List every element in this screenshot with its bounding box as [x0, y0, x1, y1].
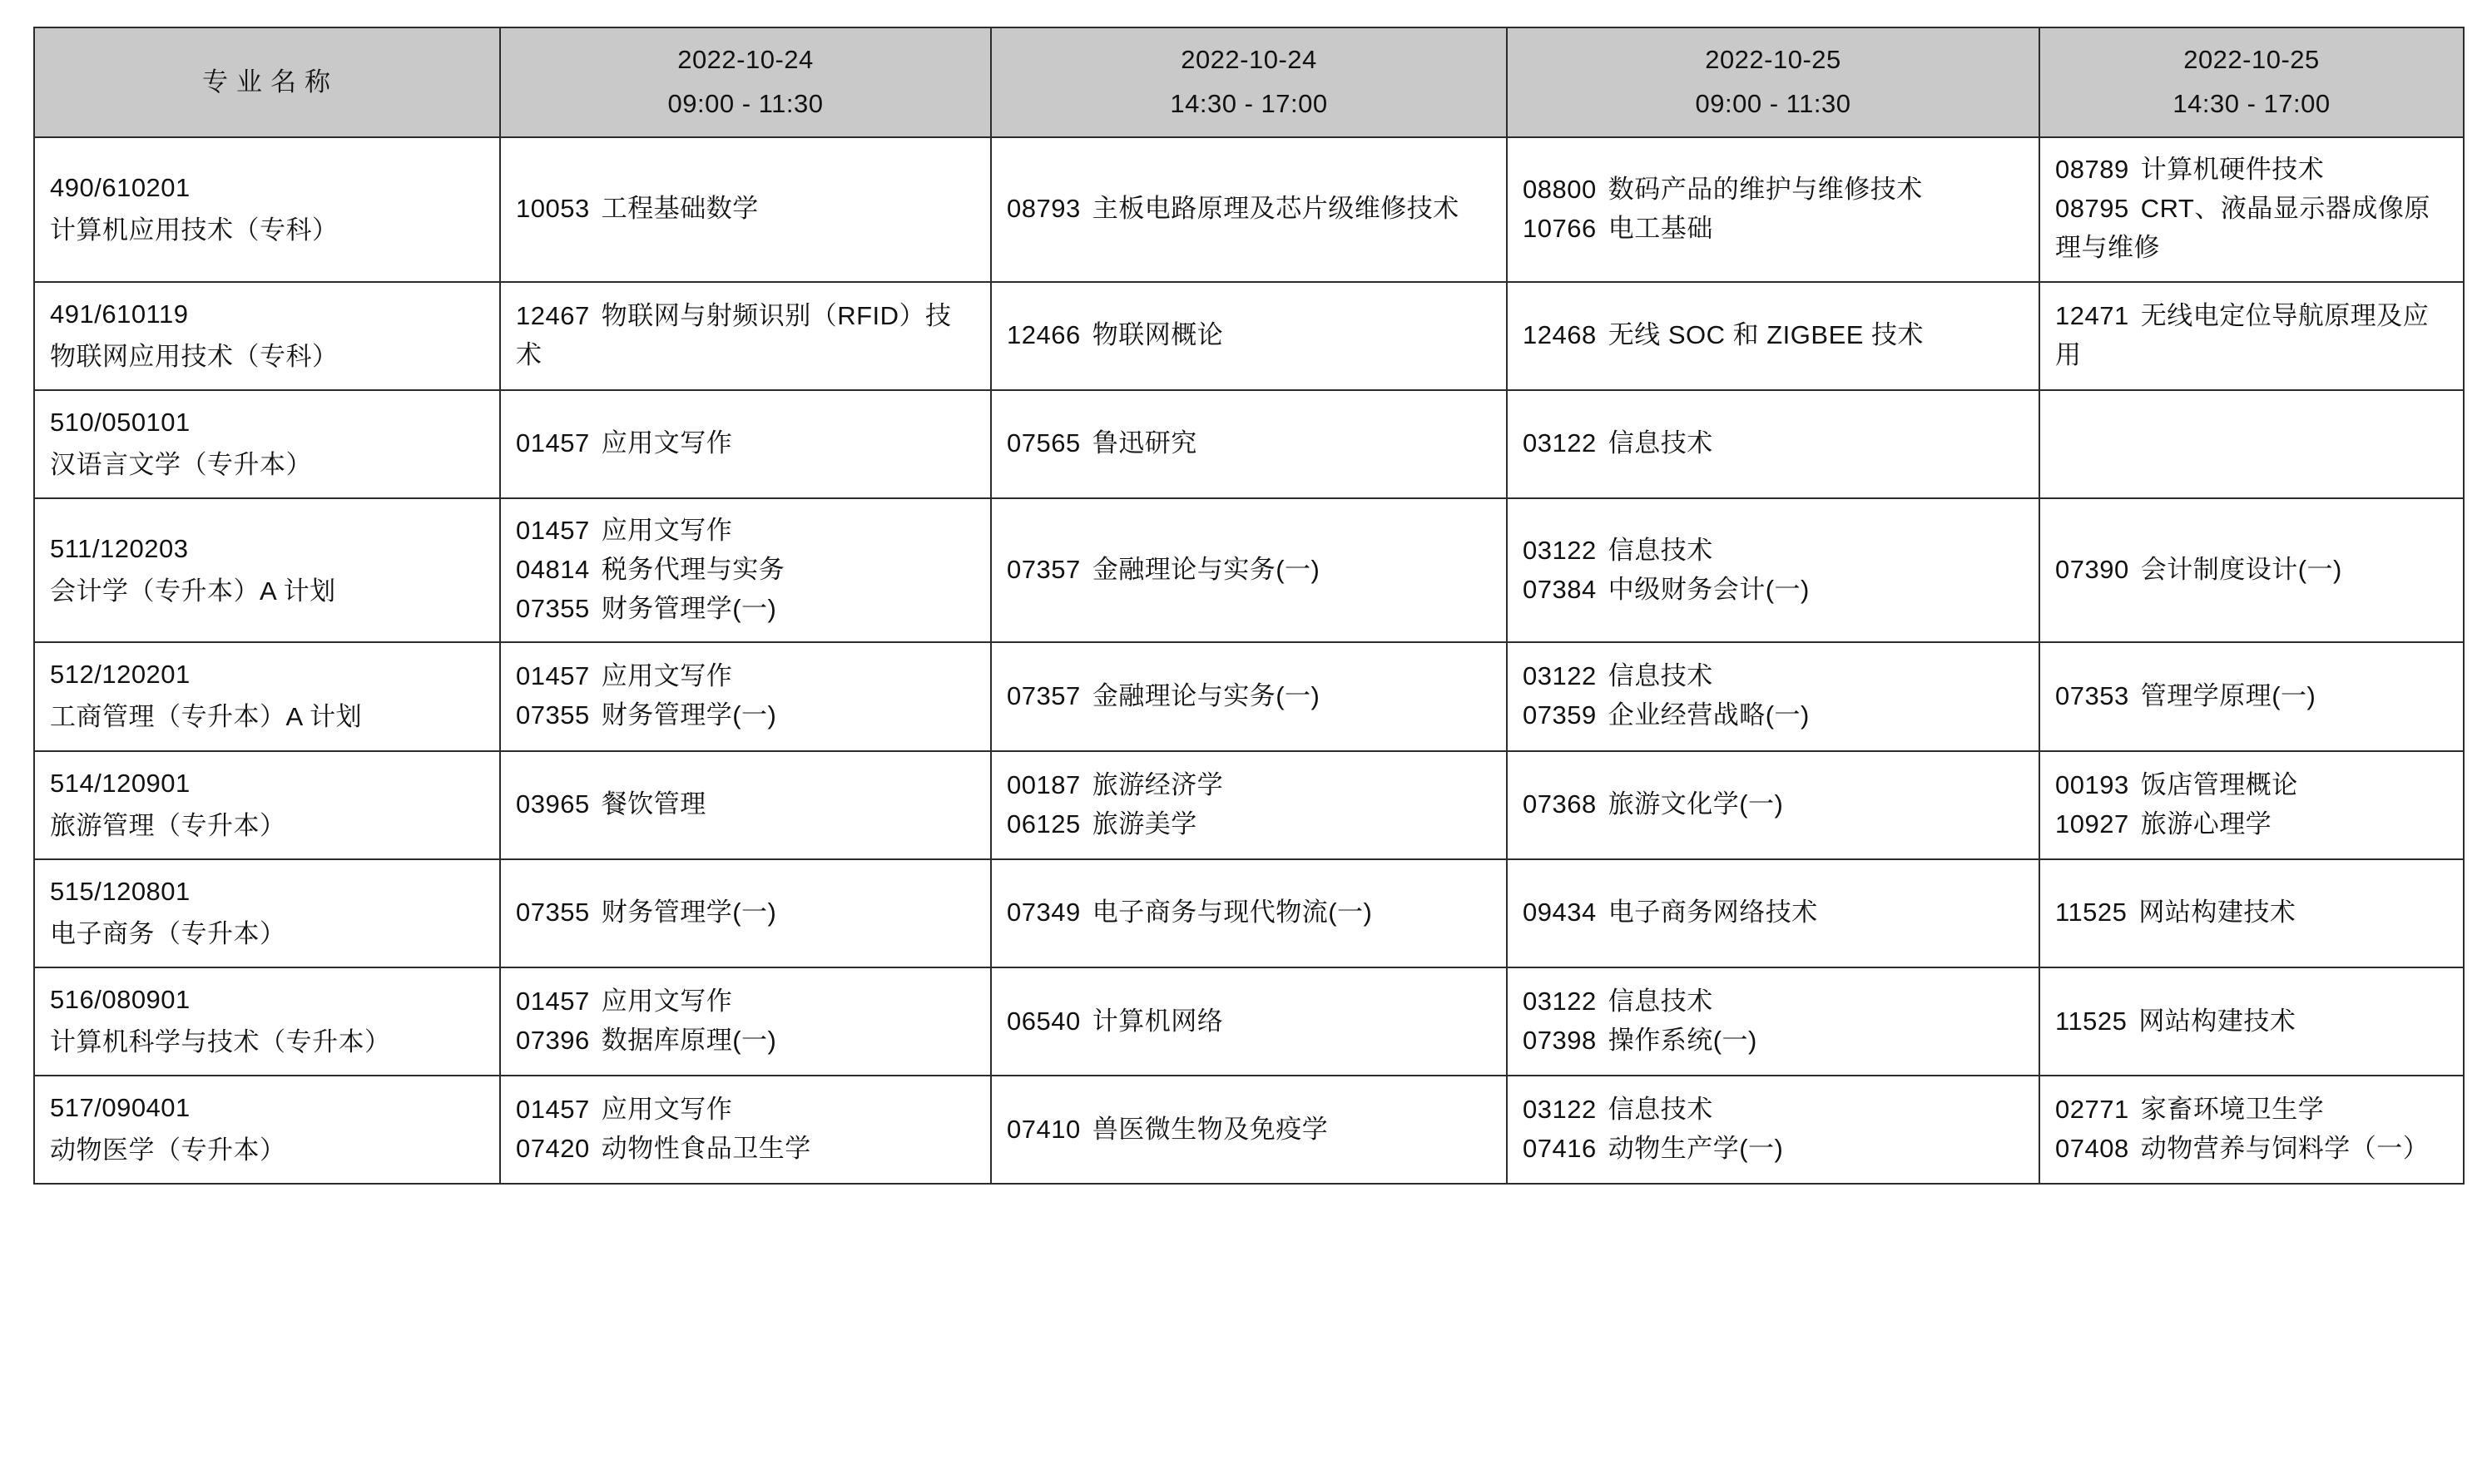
exam-entry	[1523, 209, 2024, 248]
exam-cell	[2039, 967, 2464, 1076]
exam-title: 兽医微生物及免疫学	[1092, 1114, 1329, 1144]
exam-entry	[1007, 315, 1491, 354]
major-cell	[34, 859, 500, 967]
exam-entry	[1523, 315, 2024, 354]
exam-code: 11525	[2055, 1006, 2128, 1036]
exam-cell	[500, 1076, 991, 1184]
exam-title: 物联网概论	[1092, 320, 1224, 350]
exam-title: 税务代理与实务	[601, 555, 785, 585]
exam-code: 07384	[1523, 574, 1597, 604]
exam-code: 07357	[1007, 555, 1081, 585]
exam-code: 08793	[1007, 194, 1081, 224]
exam-code: 10053	[516, 194, 590, 224]
exam-code: 07420	[516, 1134, 590, 1164]
major-name: 工商管理（专升本）A 计划	[50, 702, 363, 732]
exam-code: 07359	[1523, 700, 1597, 730]
exam-title: 应用文写作	[601, 428, 733, 458]
exam-code: 08789	[2055, 155, 2129, 185]
exam-title: 饭店管理概论	[2140, 769, 2298, 799]
exam-title: 无线电定位导航原理及应用	[2055, 300, 2430, 369]
exam-code: 00187	[1007, 769, 1081, 799]
column-header-session-4	[2039, 27, 2464, 137]
exam-code: 07390	[2055, 555, 2129, 585]
exam-entry	[1007, 893, 1491, 932]
exam-entry	[1007, 676, 1491, 715]
exam-title: 中级财务会计(一)	[1608, 574, 1810, 604]
exam-entry	[1523, 1129, 2024, 1168]
column-header-time-4: 14:30 - 17:00	[2172, 89, 2331, 119]
exam-code: 03122	[1523, 986, 1597, 1016]
exam-code: 01457	[516, 1095, 590, 1125]
major-name: 计算机科学与技术（专升本）	[50, 1027, 391, 1057]
exam-code: 07355	[516, 594, 590, 624]
exam-cell	[2039, 751, 2464, 859]
header-row	[34, 27, 2464, 137]
exam-title: 信息技术	[1608, 661, 1713, 691]
exam-entry	[516, 695, 975, 735]
exam-title: 数码产品的维护与维修技术	[1608, 174, 1923, 204]
table-header	[34, 27, 2464, 137]
major-cell	[34, 967, 500, 1076]
exam-code: 01457	[516, 661, 590, 691]
major-cell	[34, 642, 500, 750]
exam-entry	[516, 550, 975, 589]
exam-title: 管理学原理(一)	[2140, 680, 2316, 710]
major-name: 计算机应用技术（专科）	[50, 215, 339, 245]
exam-title: 应用文写作	[601, 1095, 733, 1125]
exam-title: 旅游经济学	[1092, 769, 1224, 799]
exam-entry	[1007, 765, 1491, 804]
exam-cell-empty	[2039, 390, 2464, 498]
major-name: 旅游管理（专升本）	[50, 810, 286, 840]
exam-title: 财务管理学(一)	[601, 898, 777, 928]
exam-entry	[1523, 695, 2024, 735]
column-header-date-4: 2022-10-25	[2183, 45, 2320, 74]
exam-title: 无线 SOC 和 ZIGBEE 技术	[1608, 320, 1925, 350]
exam-cell	[1507, 751, 2039, 859]
exam-title: 电子商务与现代物流(一)	[1092, 898, 1373, 928]
exam-schedule-table	[33, 27, 2465, 1185]
table-row	[34, 282, 2464, 390]
exam-title: 旅游心理学	[2140, 809, 2272, 838]
exam-cell	[991, 1076, 1507, 1184]
column-header-session-1	[500, 27, 991, 137]
exam-code: 07565	[1007, 428, 1081, 458]
exam-title: 物联网与射频识别（RFID）技术	[516, 300, 952, 369]
column-header-session-2	[991, 27, 1507, 137]
exam-entry	[1523, 423, 2024, 463]
exam-title: 数据库原理(一)	[601, 1026, 777, 1056]
exam-code: 01457	[516, 986, 590, 1016]
exam-code: 12468	[1523, 320, 1597, 350]
exam-code: 00193	[2055, 769, 2129, 799]
exam-entry	[1007, 550, 1491, 589]
exam-code: 03122	[1523, 535, 1597, 565]
major-code: 491/610119	[50, 299, 189, 329]
exam-cell	[500, 498, 991, 642]
exam-title: 财务管理学(一)	[601, 700, 777, 730]
column-header-time-2: 14:30 - 17:00	[1170, 89, 1328, 119]
exam-title: 应用文写作	[601, 515, 733, 545]
exam-title: 电工基础	[1608, 213, 1713, 243]
exam-cell	[991, 751, 1507, 859]
exam-title: 信息技术	[1608, 535, 1713, 565]
exam-entry	[2055, 189, 2448, 267]
exam-cell	[1507, 498, 2039, 642]
exam-title: 操作系统(一)	[1608, 1026, 1757, 1056]
exam-cell	[991, 859, 1507, 967]
table-row	[34, 137, 2464, 281]
column-header-date-1: 2022-10-24	[677, 45, 814, 74]
exam-title: 网站构建技术	[2138, 898, 2296, 928]
exam-code: 12466	[1007, 320, 1081, 350]
exam-code: 07355	[516, 700, 590, 730]
major-code: 490/610201	[50, 172, 191, 202]
major-cell	[34, 1076, 500, 1184]
exam-cell	[500, 859, 991, 967]
exam-code: 07349	[1007, 898, 1081, 928]
exam-code: 03965	[516, 789, 590, 819]
exam-code: 07416	[1523, 1134, 1597, 1164]
exam-entry	[516, 1021, 975, 1060]
exam-entry	[1523, 982, 2024, 1021]
major-cell	[34, 137, 500, 281]
exam-entry	[1007, 1110, 1491, 1149]
exam-entry	[1523, 531, 2024, 570]
exam-cell	[991, 498, 1507, 642]
exam-entry	[1523, 784, 2024, 824]
major-code: 514/120901	[50, 768, 191, 798]
exam-code: 09434	[1523, 898, 1597, 928]
exam-title: 主板电路原理及芯片级维修技术	[1092, 194, 1459, 224]
exam-code: 06540	[1007, 1006, 1081, 1036]
major-name: 会计学（专升本）A 计划	[50, 576, 336, 606]
exam-title: 计算机硬件技术	[2140, 155, 2325, 185]
exam-cell	[500, 390, 991, 498]
exam-cell	[991, 137, 1507, 281]
exam-entry	[516, 656, 975, 695]
exam-cell	[1507, 967, 2039, 1076]
exam-entry	[516, 1090, 975, 1129]
exam-title: 会计制度设计(一)	[2140, 555, 2342, 585]
table-row	[34, 498, 2464, 642]
exam-entry	[2055, 804, 2448, 843]
exam-code: 02771	[2055, 1095, 2129, 1125]
exam-cell	[2039, 642, 2464, 750]
exam-code: 01457	[516, 428, 590, 458]
major-code: 517/090401	[50, 1093, 191, 1123]
exam-cell	[500, 282, 991, 390]
column-header-major	[34, 27, 500, 137]
exam-cell	[1507, 1076, 2039, 1184]
exam-cell	[500, 137, 991, 281]
exam-entry	[516, 893, 975, 932]
exam-cell	[991, 967, 1507, 1076]
exam-entry	[1523, 893, 2024, 932]
exam-title: 网站构建技术	[2138, 1006, 2296, 1036]
table-body	[34, 137, 2464, 1184]
exam-cell	[500, 967, 991, 1076]
exam-code: 11525	[2055, 898, 2128, 928]
column-header-time-3: 09:00 - 11:30	[1695, 89, 1851, 119]
exam-title: 信息技术	[1608, 428, 1713, 458]
exam-entry	[516, 982, 975, 1021]
exam-title: 金融理论与实务(一)	[1092, 555, 1320, 585]
exam-entry	[1007, 189, 1491, 228]
exam-entry	[2055, 1002, 2448, 1041]
exam-cell	[1507, 642, 2039, 750]
exam-code: 07355	[516, 898, 590, 928]
exam-title: 动物性食品卫生学	[601, 1134, 811, 1164]
exam-cell	[1507, 859, 2039, 967]
exam-title: 计算机网络	[1092, 1006, 1224, 1036]
major-name: 物联网应用技术（专科）	[50, 341, 339, 371]
exam-code: 03122	[1523, 661, 1597, 691]
major-code: 516/080901	[50, 984, 191, 1014]
major-code: 512/120201	[50, 660, 191, 690]
table-row	[34, 1076, 2464, 1184]
exam-cell	[1507, 282, 2039, 390]
exam-entry	[1523, 170, 2024, 209]
exam-title: 电子商务网络技术	[1608, 898, 1818, 928]
table-row	[34, 390, 2464, 498]
exam-title: 应用文写作	[601, 986, 733, 1016]
exam-entry	[1007, 804, 1491, 843]
exam-code: 04814	[516, 555, 590, 585]
major-code: 510/050101	[50, 407, 191, 437]
exam-code: 07357	[1007, 680, 1081, 710]
exam-entry	[1523, 1090, 2024, 1129]
exam-entry	[1007, 1002, 1491, 1041]
exam-code: 07368	[1523, 789, 1597, 819]
exam-entry	[2055, 676, 2448, 715]
exam-code: 12471	[2055, 300, 2129, 330]
column-header-date-3: 2022-10-25	[1705, 45, 1841, 74]
exam-cell	[991, 642, 1507, 750]
exam-code: 08800	[1523, 174, 1597, 204]
exam-code: 03122	[1523, 1095, 1597, 1125]
exam-title: 财务管理学(一)	[601, 594, 777, 624]
exam-entry	[516, 511, 975, 550]
exam-cell	[2039, 498, 2464, 642]
exam-entry	[1523, 656, 2024, 695]
exam-entry	[1007, 423, 1491, 463]
major-cell	[34, 390, 500, 498]
major-cell	[34, 498, 500, 642]
exam-title: 动物生产学(一)	[1608, 1134, 1784, 1164]
table-row	[34, 859, 2464, 967]
exam-title: 企业经营战略(一)	[1608, 700, 1810, 730]
exam-title: 旅游美学	[1092, 809, 1197, 838]
exam-title: 信息技术	[1608, 986, 1713, 1016]
table-row	[34, 642, 2464, 750]
exam-code: 10766	[1523, 213, 1597, 243]
exam-title: 工程基础数学	[601, 194, 759, 224]
column-header-date-2: 2022-10-24	[1181, 45, 1317, 74]
exam-entry	[516, 784, 975, 824]
exam-entry	[2055, 765, 2448, 804]
exam-title: CRT、液晶显示器成像原理与维修	[2055, 194, 2430, 263]
exam-entry	[2055, 1129, 2448, 1168]
major-name: 汉语言文学（专升本）	[50, 449, 312, 479]
exam-code: 10927	[2055, 809, 2129, 838]
exam-cell	[2039, 1076, 2464, 1184]
column-header-major-line1: 专业名称	[202, 67, 339, 96]
exam-title: 动物营养与饲料学（一）	[2140, 1134, 2430, 1164]
exam-cell	[2039, 137, 2464, 281]
column-header-time-1: 09:00 - 11:30	[667, 89, 824, 119]
exam-cell	[2039, 859, 2464, 967]
exam-cell	[2039, 282, 2464, 390]
exam-code: 01457	[516, 515, 590, 545]
exam-entry	[516, 1129, 975, 1168]
exam-cell	[1507, 390, 2039, 498]
exam-title: 旅游文化学(一)	[1608, 789, 1784, 819]
exam-entry	[516, 189, 975, 228]
exam-entry	[1523, 570, 2024, 609]
major-code: 511/120203	[50, 533, 189, 563]
exam-code: 07410	[1007, 1114, 1081, 1144]
exam-schedule-container	[33, 27, 2463, 1185]
exam-code: 12467	[516, 300, 590, 330]
major-cell	[34, 282, 500, 390]
exam-title: 餐饮管理	[601, 789, 706, 819]
exam-entry	[2055, 1090, 2448, 1129]
exam-title: 鲁迅研究	[1092, 428, 1197, 458]
major-code: 515/120801	[50, 876, 191, 906]
exam-code: 07398	[1523, 1026, 1597, 1056]
exam-title: 应用文写作	[601, 661, 733, 691]
exam-entry	[2055, 296, 2448, 374]
exam-title: 家畜环境卫生学	[2140, 1095, 2325, 1125]
exam-entry	[516, 589, 975, 628]
major-name: 动物医学（专升本）	[50, 1135, 286, 1165]
exam-code: 07408	[2055, 1134, 2129, 1164]
table-row	[34, 751, 2464, 859]
exam-code: 03122	[1523, 428, 1597, 458]
exam-cell	[991, 282, 1507, 390]
exam-cell	[1507, 137, 2039, 281]
exam-cell	[991, 390, 1507, 498]
column-header-session-3	[1507, 27, 2039, 137]
exam-entry	[2055, 550, 2448, 589]
exam-code: 07353	[2055, 680, 2129, 710]
major-name: 电子商务（专升本）	[50, 918, 286, 948]
exam-code: 06125	[1007, 809, 1081, 838]
exam-code: 08795	[2055, 194, 2129, 224]
exam-title: 信息技术	[1608, 1095, 1713, 1125]
table-row	[34, 967, 2464, 1076]
exam-entry	[516, 296, 975, 374]
major-cell	[34, 751, 500, 859]
exam-entry	[2055, 150, 2448, 189]
exam-cell	[500, 642, 991, 750]
exam-entry	[2055, 893, 2448, 932]
exam-entry	[516, 423, 975, 463]
exam-code: 07396	[516, 1026, 590, 1056]
exam-entry	[1523, 1021, 2024, 1060]
exam-title: 金融理论与实务(一)	[1092, 680, 1320, 710]
exam-cell	[500, 751, 991, 859]
